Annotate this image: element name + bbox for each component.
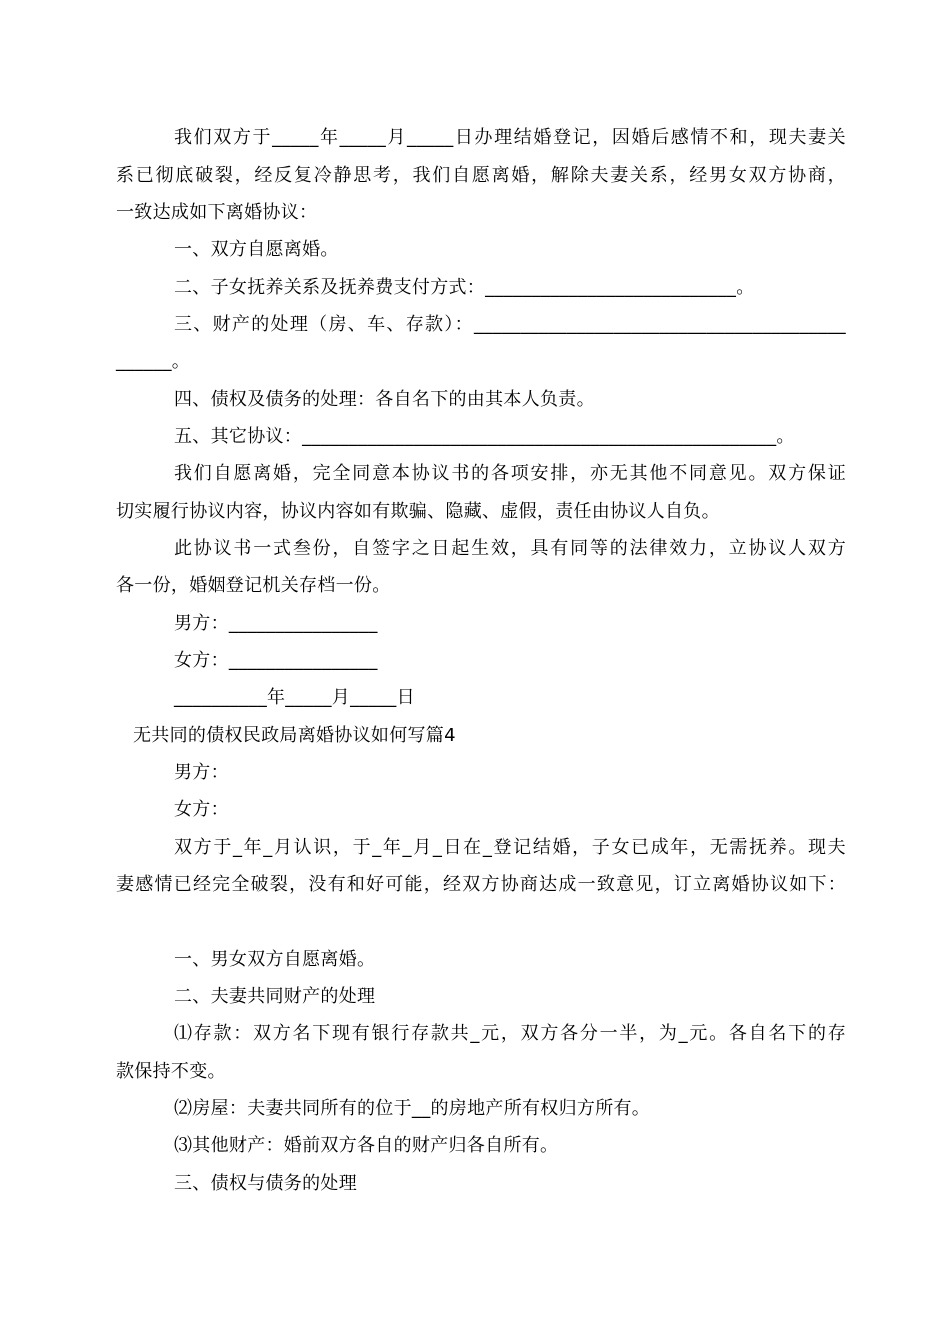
copies-paragraph-line-2: 各一份，婚姻登记机关存档一份。: [116, 575, 391, 596]
man-field: 男方：: [174, 762, 229, 783]
clause-3-line-1: 三、财产的处理（房、车、存款）：________________________________________: [174, 314, 846, 335]
savings-line-2: 款保持不变。: [116, 1061, 226, 1082]
clause-1: 一、双方自愿离婚。: [174, 239, 339, 260]
clause-2: 二、子女抚养关系及抚养费支付方式：___________________________。: [174, 277, 755, 298]
clause-3-line-2: ______。: [116, 351, 191, 372]
clause2-2: 二、夫妻共同财产的处理: [174, 986, 376, 1007]
savings-line-1: ⑴存款：双方名下现有银行存款共_元，双方各分一半，为_元。各自名下的存: [174, 1023, 846, 1044]
man-signature: 男方：________________: [174, 613, 378, 634]
woman-field: 女方：: [174, 799, 229, 820]
agreement-paragraph-line-1: 我们自愿离婚，完全同意本协议书的各项安排，亦无其他不同意见。双方保证: [174, 463, 846, 484]
woman-signature: 女方：________________: [174, 650, 378, 671]
agreement-paragraph-line-2: 切实履行协议内容，协议内容如有欺骗、隐藏、虚假，责任由协议人自负。: [116, 501, 720, 522]
intro2-line-1: 双方于_年_月认识，于_年_月_日在_登记结婚，子女已成年，无需抚养。现夫: [174, 837, 846, 858]
copies-paragraph-line-1: 此协议书一式叁份，自签字之日起生效，具有同等的法律效力，立协议人双方: [174, 538, 846, 559]
housing-clause: ⑵房屋：夫妻共同所有的位于__的房地产所有权归方所有。: [174, 1098, 651, 1119]
clause2-1: 一、男女双方自愿离婚。: [174, 949, 376, 970]
signature-date: __________年_____月_____日: [174, 687, 415, 708]
intro-line-2: 系已彻底破裂，经反复冷静思考，我们自愿离婚，解除夫妻关系，经男女双方协商，: [116, 165, 846, 186]
intro-line-1: 我们双方于_____年_____月_____日办理结婚登记，因婚后感情不和，现夫妻关: [174, 127, 846, 148]
intro2-line-2: 妻感情已经完全破裂，没有和好可能，经双方协商达成一致意见，订立离婚协议如下：: [116, 874, 846, 895]
intro-line-3: 一致达成如下离婚协议：: [116, 202, 318, 223]
clause-5: 五、其它协议：___________________________________________________。: [174, 426, 795, 447]
clause2-3: 三、债权与债务的处理: [174, 1173, 357, 1194]
section-title: 无共同的债权民政局离婚协议如何写篇4: [133, 725, 456, 746]
other-property-clause: ⑶其他财产：婚前双方各自的财产归各自所有。: [174, 1135, 559, 1156]
clause-4: 四、债权及债务的处理：各自名下的由其本人负责。: [174, 389, 595, 410]
